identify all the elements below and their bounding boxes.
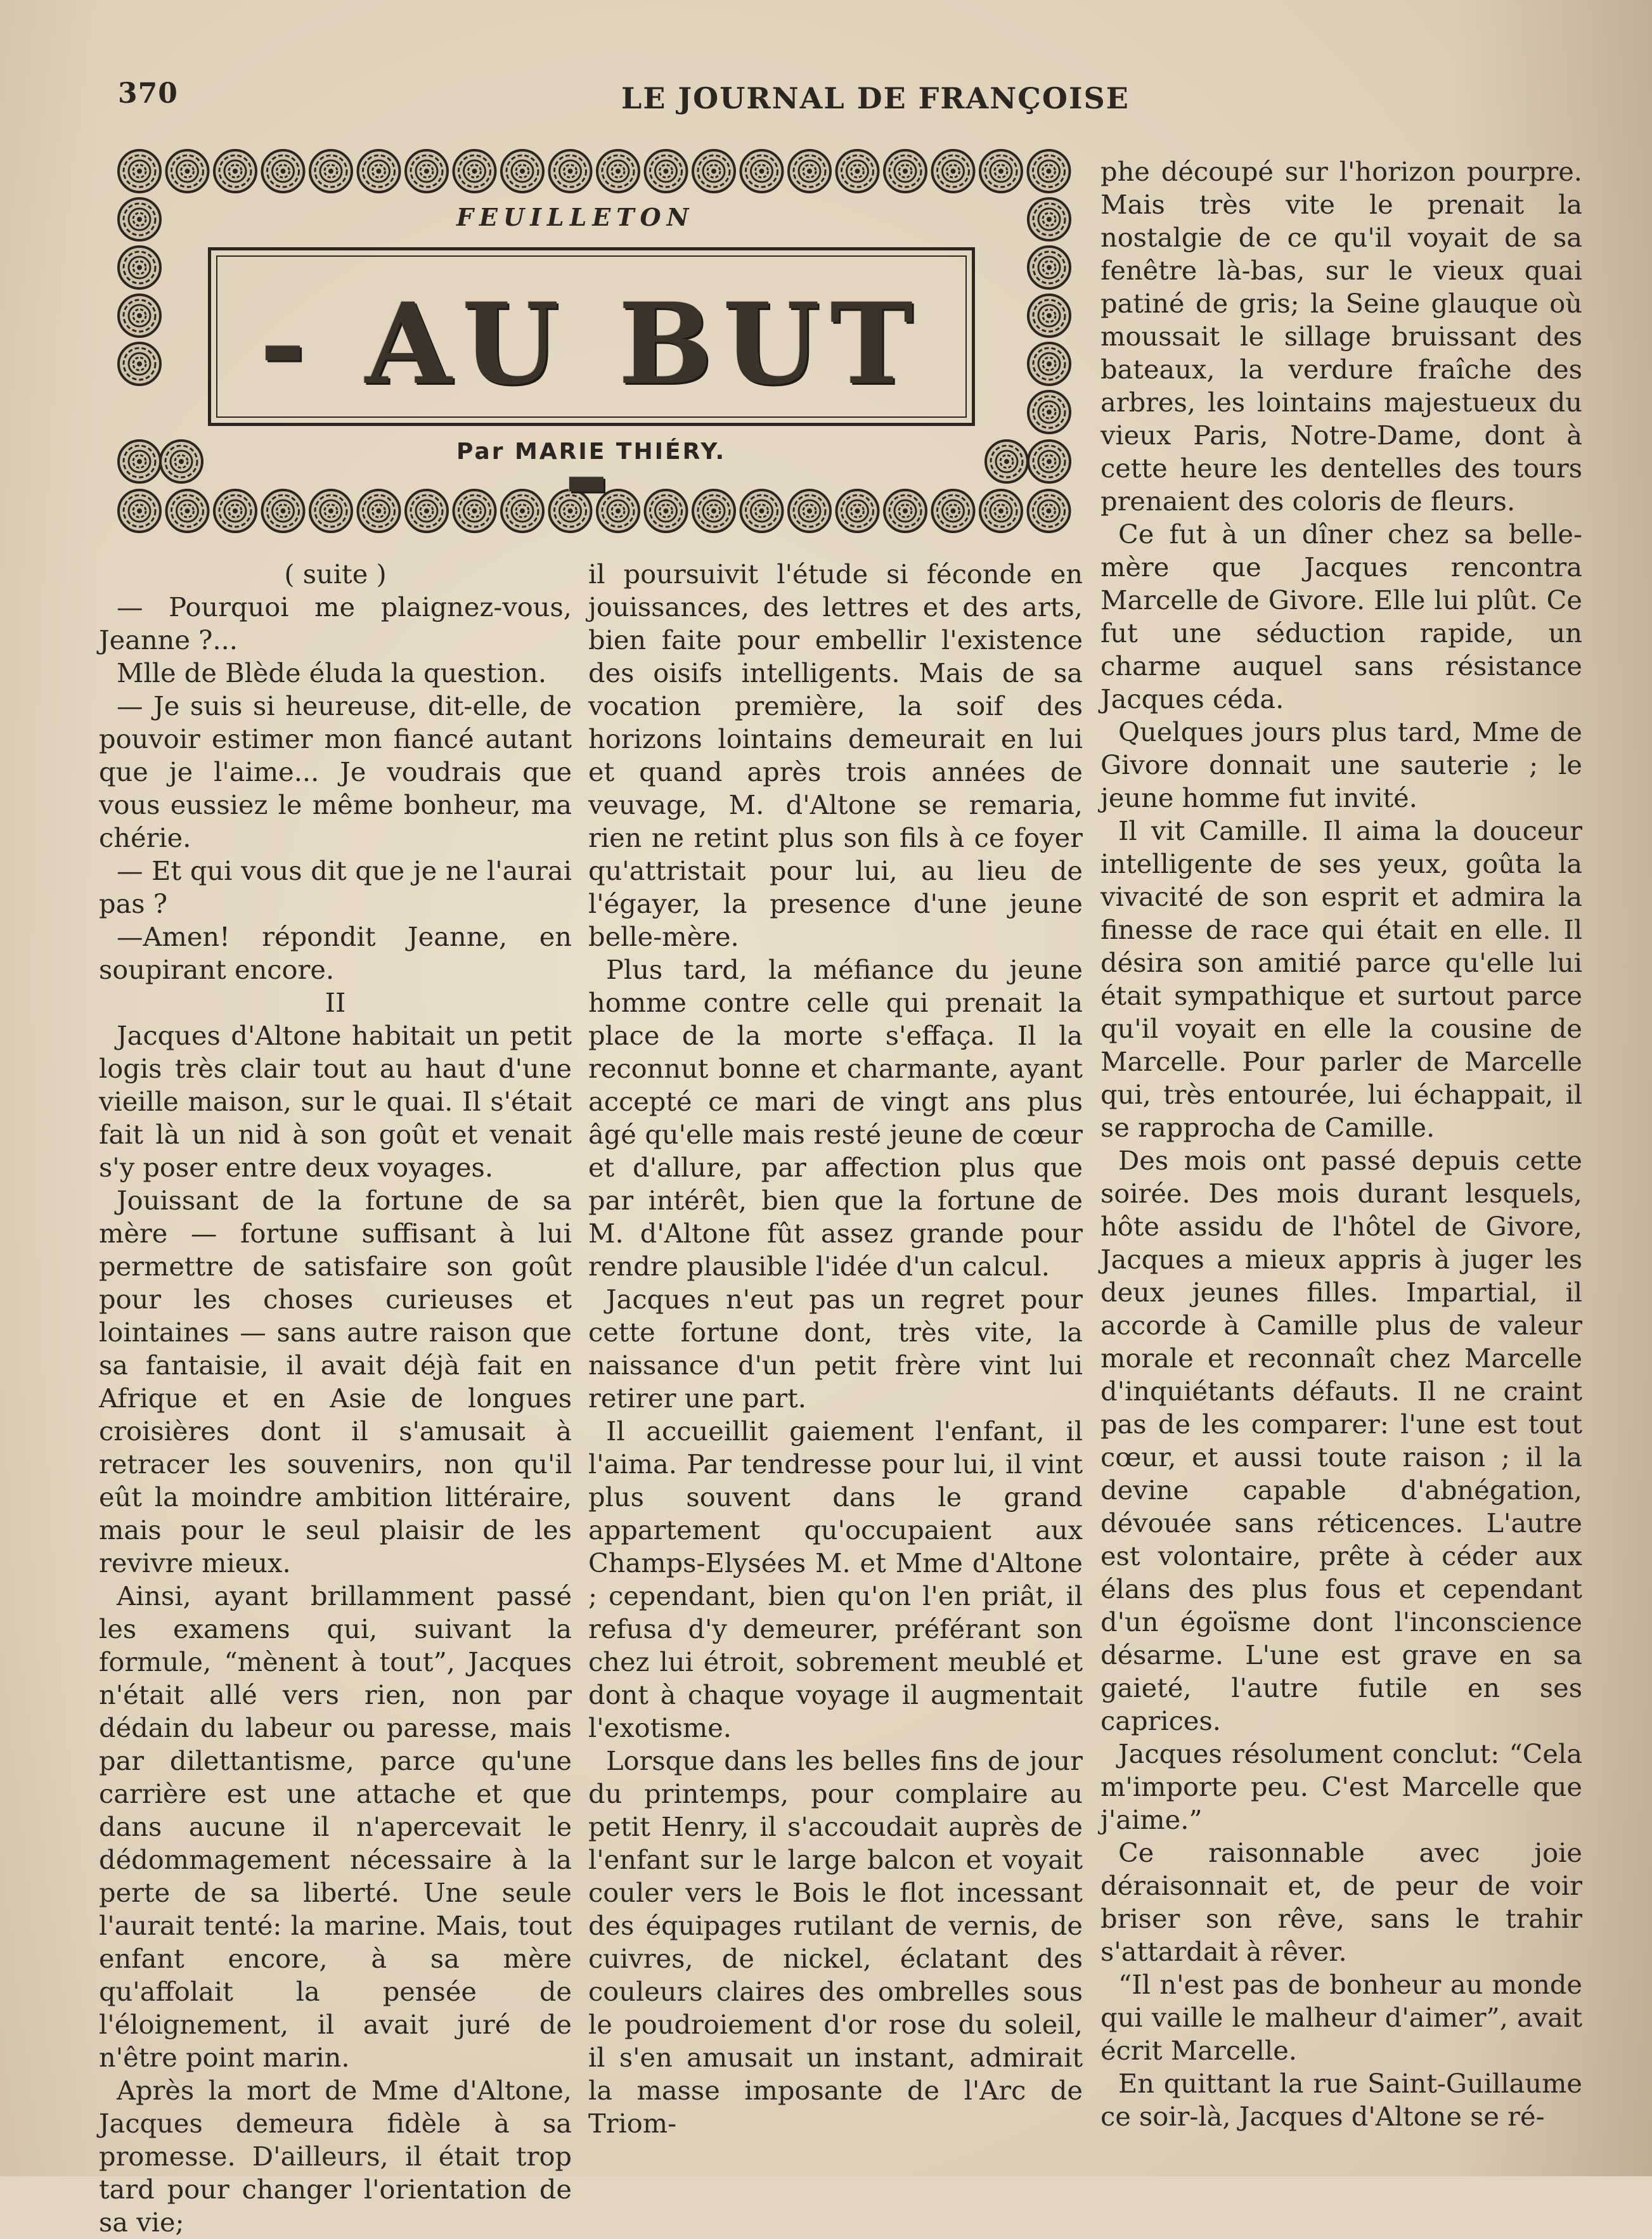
rosette-ornament: [1028, 391, 1070, 433]
rosette-ornament: [1028, 441, 1070, 482]
paragraph: Jacques n'eut pas un regret pour cette fortune dont, très vite, la naissance d'un petit frère vint lui retirer une part.: [588, 1284, 1083, 1414]
paragraph: Il vit Camille. Il aima la douceur intelligente de ses yeux, goûta la vivacité de son esprit et admira la finesse de race qui était en elle. Il désira son amitié parce qu'elle lui était sympathique et surtout parce qu'il voyait en elle la cousine de Marcelle. Pour parler de Marcelle qui, très entourée, lui échappait, il se rapprocha de Camille.: [1100, 815, 1582, 1143]
rosette-ornament: [119, 247, 160, 288]
paragraph: Des mois ont passé depuis cette soirée. Des mois durant lesquels, hôte assidu de l'hôtel de Givore, Jacques a mieux appris à juger les deux jeunes filles. Impartial, il accorde à Camille plus de valeur morale et reconnaît chez Marcelle d'inquiétants défauts. Il ne craint pas de les comparer: l'une est tout cœur, et aussi toute raison ; il la devine capable d'abnégation, dévouée sans réticences. L'autre est volontaire, prête à céder aux élans des plus fous et cependant d'un égoïsme dont l'inconscience désarme. L'une est grave en sa gaieté, l'autre futile en ses caprices.: [1100, 1145, 1582, 1736]
column-3: [1100, 155, 1582, 2133]
paragraph: En quittant la rue Saint-Guillaume ce soir-là, Jacques d'Altone se ré-: [1100, 2068, 1582, 2132]
rosette-ornament: [119, 343, 160, 385]
rosette-ornament: [645, 150, 687, 192]
paragraph: Jacques résolument conclut: “Cela m'importe peu. C'est Marcelle que j'aime.”: [1100, 1738, 1582, 1835]
column-1: [99, 558, 572, 2239]
chapter-heading: II: [325, 987, 346, 1018]
rosette-ornament: [693, 150, 735, 192]
rosette-ornament: [501, 150, 543, 192]
rosette-ornament: [1028, 198, 1070, 240]
paragraph: Ce raisonnable avec joie déraisonnait et, de peur de voir briser son rêve, sans le trahir s'attardait à rêver.: [1100, 1837, 1582, 1967]
paragraph: Jacques d'Altone habitait un petit logis très clair tout au haut d'une vieille maison, sur le quai. Il s'était fait là un nid à son goût et venait s'y poser entre deux voyages.: [99, 1020, 572, 1183]
rosette-ornament: [1028, 490, 1070, 532]
paragraph: “Il n'est pas de bonheur au monde qui vaille le malheur d'aimer”, avait écrit Marcelle.: [1100, 1969, 1582, 2066]
paragraph: Ainsi, ayant brillamment passé les examens qui, suivant la formule, “mènent à tout”, Jacques n'était allé vers rien, non par dédain du labeur ou paresse, mais par dilettantisme, parce qu'une carrière est une attache et que dans aucune il n'apercevait le dédommagement nécessaire à la perte de sa liberté. Une seule l'aurait tenté: la marine. Mais, tout enfant encore, à sa mère qu'affolait la pensée de l'éloignement, il avait juré de n'être point marin.: [99, 1580, 572, 2073]
rosette-ornament: [167, 150, 209, 192]
paragraph: Après la mort de Mme d'Altone, Jacques demeura fidèle à sa promesse. D'ailleurs, il était trop tard pour changer l'orientation de sa vie;: [99, 2075, 572, 2238]
paragraph: — Et qui vous dit que je ne l'aurai pas ?: [99, 855, 572, 919]
rosette-ornament: [167, 490, 209, 532]
paragraph: Quelques jours plus tard, Mme de Givore donnait une sauterie ; le jeune homme fut invité.: [1100, 716, 1582, 813]
rosette-ornament: [119, 295, 160, 337]
rosette-ornament: [986, 441, 1028, 482]
page-number: 370: [118, 77, 178, 110]
story-title: - AU BUT -: [259, 278, 924, 541]
paragraph: il poursuivit l'étude si féconde en jouissances, des lettres et des arts, bien faite pour embellir l'existence des oisifs intelligents. Mais de sa vocation première, la soif des horizons lointains demeurait en lui et quand après trois années de veuvage, M. d'Altone se remaria, rien ne retint plus son fils à ce foyer qu'attristait pour lui, au lieu de l'égayer, la presence d'une jeune belle-mère.: [588, 558, 1083, 952]
rosette-ornament: [741, 150, 783, 192]
feuilleton-header: [114, 146, 1078, 539]
paragraph: — Pourquoi me plaignez-vous, Jeanne ?...: [99, 591, 572, 655]
rosette-ornament: [119, 150, 160, 192]
section-label: FEUILLETON: [456, 203, 695, 231]
byline: Par MARIE THIÉRY.: [456, 439, 726, 465]
paragraph: Jouissant de la fortune de sa mère — fortune suffisant à lui permettre de satisfaire son goût pour les choses curieuses et lointaines — sans autre raison que sa fantaisie, il avait déjà fait en Afrique et en Asie de longues croisières dont il s'amusait à retracer les souvenirs, non qu'il eût la moindre ambition littéraire, mais pour le seul plaisir de les revivre mieux.: [99, 1185, 572, 1578]
rosette-ornament: [119, 490, 160, 532]
rosette-ornament: [980, 490, 1022, 532]
rosette-ornament: [310, 150, 352, 192]
rosette-ornament: [597, 150, 639, 192]
paragraph: — Je suis si heureuse, dit-elle, de pouvoir estimer mon fiancé autant que je l'aime... Je voudrais que vous eussiez le même bonheur, ma chérie.: [99, 690, 572, 853]
column-2: [588, 558, 1083, 2140]
rosette-ornament: [789, 150, 830, 192]
rosette-ornament: [262, 150, 304, 192]
rosette-ornament: [454, 150, 496, 192]
rosette-ornament: [406, 150, 448, 192]
running-head: LE JOURNAL DE FRANÇOISE: [621, 81, 1130, 115]
rosette-ornament: [932, 150, 974, 192]
paragraph: Plus tard, la méfiance du jeune homme contre celle qui prenait la place de la morte s'effaça. Il la reconnut bonne et charmante, ayant accepté ce mari de vingt ans plus âgé qu'elle mais resté jeune de cœur et d'allure, par affection plus que par intérêt, bien que la fortune de M. d'Altone fût assez grande pour rendre plausible l'idée d'un calcul.: [588, 954, 1083, 1282]
paragraph: Lorsque dans les belles fins de jour du printemps, pour complaire au petit Henry, il s'accoudait auprès de l'enfant sur le large balcon et voyait couler vers le Bois le flot incessant des équipages rutilant de vernis, de cuivres, de nickel, éclatant des couleurs claires des ombrelles sous le poudroiement d'or rose du soleil, il s'en amusait un instant, admirait la masse imposante de l'Arc de Triom-: [588, 1745, 1083, 2139]
rosette-ornament: [358, 150, 400, 192]
rosette-ornament: [1028, 343, 1070, 385]
rosette-ornament: [119, 441, 160, 482]
rosette-ornament: [837, 150, 879, 192]
paragraph: Il accueillit gaiement l'enfant, il l'aima. Par tendresse pour lui, il vint plus souvent dans le grand appartement qu'occupaient aux Champs-Elysées M. et Mme d'Altone ; cependant, bien qu'on l'en priât, il refusa d'y demeurer, préférant son chez lui étroit, sobrement meublé et dont à chaque voyage il augmentait l'exotisme.: [588, 1416, 1083, 1743]
suite-label: ( suite ): [284, 558, 387, 590]
paragraph: —Amen! répondit Jeanne, en soupirant encore.: [99, 921, 572, 985]
rosette-ornament: [160, 441, 202, 482]
rosette-ornament: [1028, 247, 1070, 288]
paragraph: Mlle de Blède éluda la question.: [117, 657, 547, 688]
rosette-ornament: [119, 198, 160, 240]
rosette-ornament: [884, 150, 926, 192]
paragraph: Ce fut à un dîner chez sa belle-mère que Jacques rencontra Marcelle de Givore. Elle lui plût. Ce fut une séduction rapide, un charme auquel sans résistance Jacques céda.: [1100, 519, 1582, 714]
rosette-ornament: [1028, 150, 1070, 192]
rosette-ornament: [1028, 295, 1070, 337]
rosette-ornament: [214, 150, 256, 192]
rosette-ornament: [980, 150, 1022, 192]
rosette-ornament: [550, 150, 591, 192]
paragraph: phe découpé sur l'horizon pourpre. Mais très vite le prenait la nostalgie de ce qu'il voyait de sa fenêtre là-bas, sur le vieux quai patiné de gris; la Seine glauque où moussait le sillage bruissant des bateaux, la verdure fraîche des arbres, les lointains majestueux du vieux Paris, Notre-Dame, dont à cette heure les dentelles des tours prenaient des coloris de fleurs.: [1100, 156, 1582, 517]
